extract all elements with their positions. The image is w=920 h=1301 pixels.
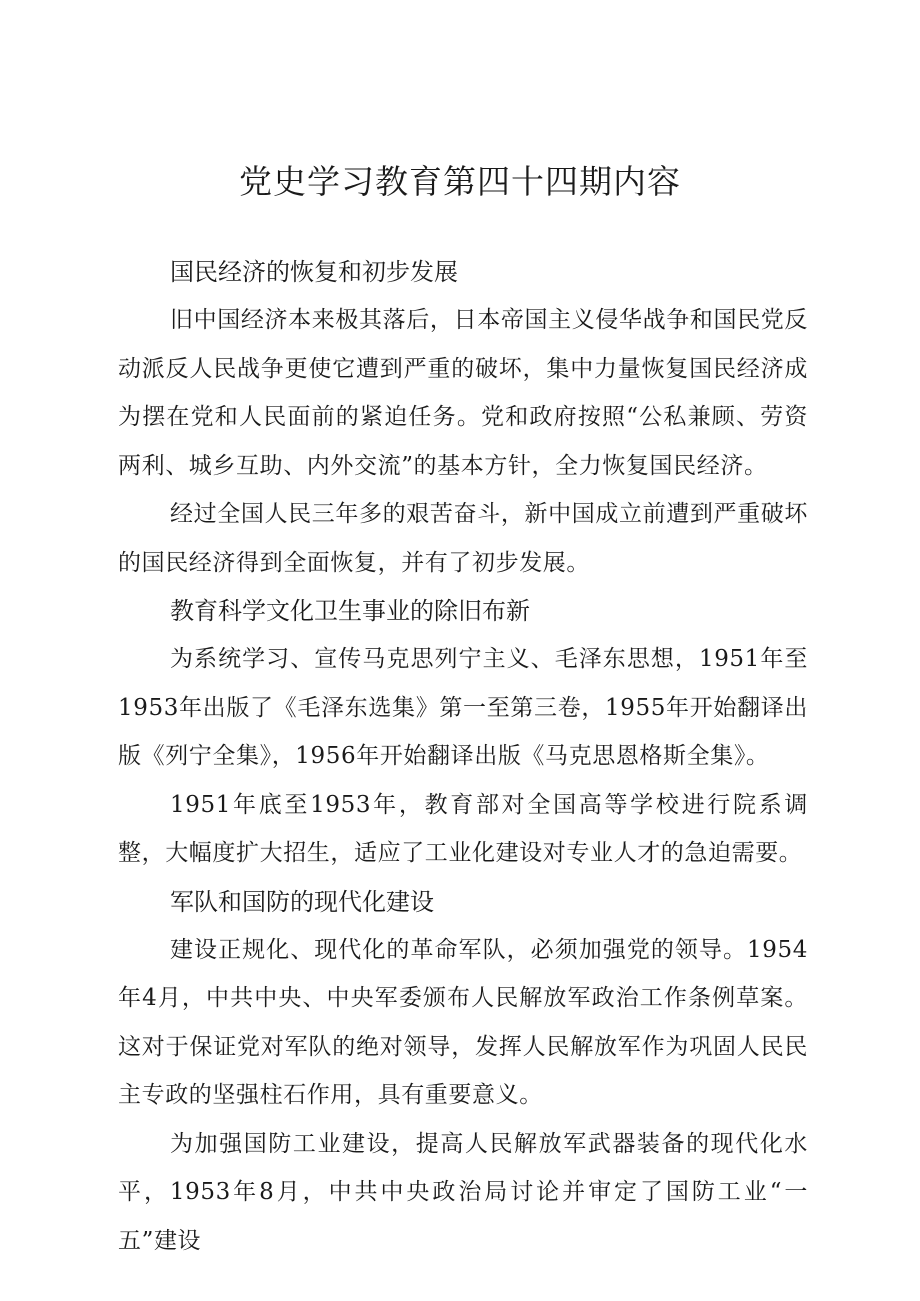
paragraph: 为系统学习、宣传马克思列宁主义、毛泽东思想，1951年至1953年出版了《毛泽东选集》第一至第三卷，1955年开始翻译出版《列宁全集》，1956年开始翻译出版《马克思恩格斯全集》。 <box>118 646 808 769</box>
section-heading: 军队和国防的现代化建设 <box>170 887 434 916</box>
document-body <box>118 248 808 1265</box>
section-heading: 国民经济的恢复和初步发展 <box>170 258 458 286</box>
page-title: 党史学习教育第四十四期内容 <box>239 162 681 201</box>
paragraph: 旧中国经济本来极其落后，日本帝国主义侵华战争和国民党反动派反人民战争更使它遭到严重的破坏，集中力量恢复国民经济成为摆在党和人民面前的紧迫任务。党和政府按照“公私兼顾、劳资两利、城乡互助、内外交流”的基本方针，全力恢复国民经济。 <box>118 307 808 479</box>
paragraph: 建设正规化、现代化的革命军队，必须加强党的领导。1954年4月，中共中央、中央军委颁布人民解放军政治工作条例草案。这对于保证党对军队的绝对领导，发挥人民解放军作为巩固人民民主专政的坚强柱石作用，具有重要意义。 <box>118 936 808 1108</box>
paragraph: 经过全国人民三年多的艰苦奋斗，新中国成立前遭到严重破坏的国民经济得到全面恢复，并有了初步发展。 <box>118 501 808 576</box>
paragraph: 为加强国防工业建设，提高人民解放军武器装备的现代化水平，1953年8月，中共中央政治局讨论并审定了国防工业“一五”建设 <box>118 1130 808 1254</box>
section-heading: 教育科学文化卫生事业的除旧布新 <box>170 597 530 625</box>
paragraph: 1951年底至1953年，教育部对全国高等学校进行院系调整，大幅度扩大招生，适应了工业化建设对专业人才的急迫需要。 <box>118 791 808 866</box>
